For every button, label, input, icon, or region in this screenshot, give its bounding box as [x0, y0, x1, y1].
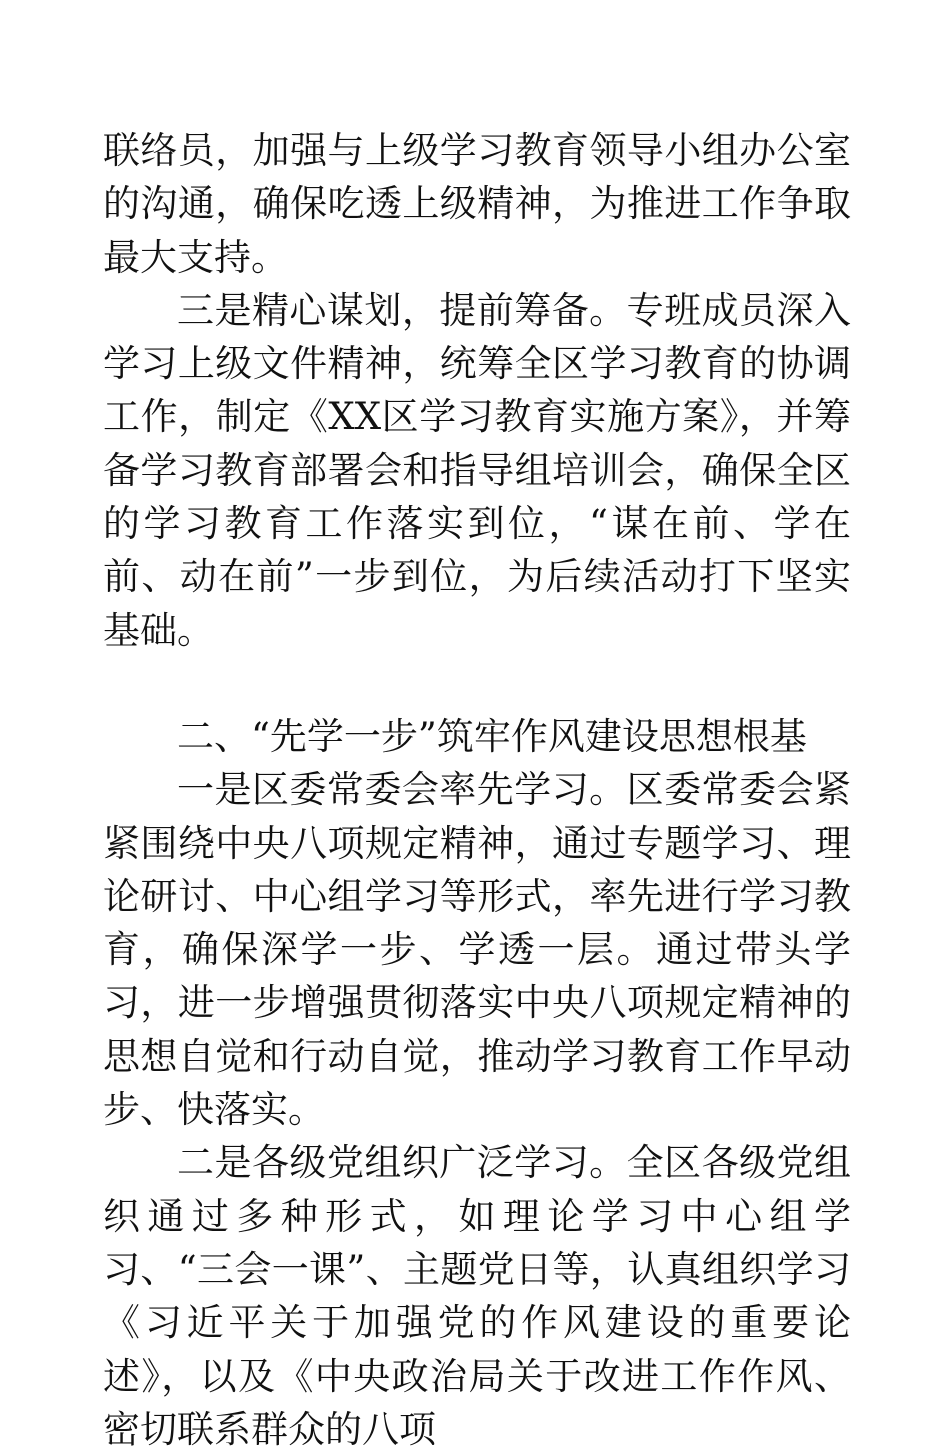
paragraph-contact-person: 联络员，加强与上级学习教育领导小组办公室的沟通，确保吃透上级精神，为推进工作争取最大支持。 [103, 129, 851, 279]
paragraph-standing-committee: 一是区委常委会率先学习。区委常委会紧紧围绕中央八项规定精神，通过专题学习、理论研讨、中心组学习等形式，率先进行学习教育，确保深学一步、学透一层。通过带头学习，进一步增强贯彻落实中央八项规定精神的思想自觉和行动自觉，推动学习教育工作早动步、快落实。 [103, 768, 851, 1132]
section-heading: 二、“先学一步”筑牢作风建设思想根基 [177, 714, 807, 758]
paragraph-spacer [103, 657, 851, 710]
paragraph-careful-planning: 三是精心谋划，提前筹备。专班成员深入学习上级文件精神，统筹全区学习教育的协调工作，制定《XX区学习教育实施方案》，并筹备学习教育部署会和指导组培训会，确保全区的学习教育工作落实到位，“谋在前、学在前、动在前”一步到位，为后续活动打下坚实基础。 [103, 288, 851, 652]
document-page [103, 124, 851, 1456]
paragraph-party-organizations: 二是各级党组织广泛学习。全区各级党组织通过多种形式，如理论学习中心组学习、“三会一课”、主题党日等，认真组织学习《习近平关于加强党的作风建设的重要论述》，以及《中央政治局关于改进工作作风、密切联系群众的八项 [103, 1141, 851, 1451]
